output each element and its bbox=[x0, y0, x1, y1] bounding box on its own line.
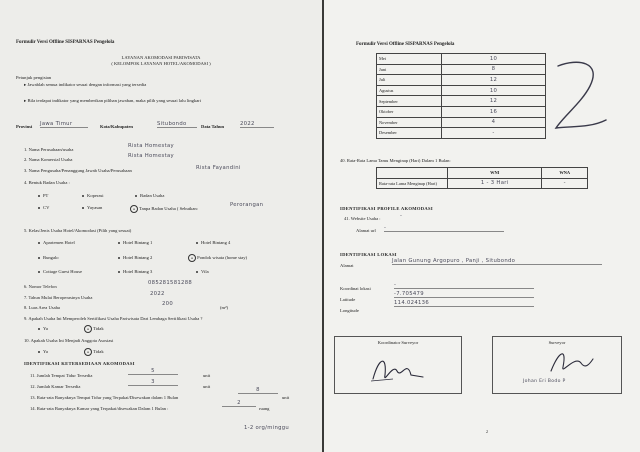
table-row bbox=[377, 117, 546, 128]
option-badan-usaha[interactable]: Badan Usaha bbox=[135, 193, 164, 198]
q9-label: 9. Apakah Usaha Ini Memperoleh Sertifikasi Usaha Pariwisata Dari Lembaga Sertifikasi Usaha ? bbox=[24, 316, 203, 321]
month-value-cell[interactable]: 10 bbox=[442, 54, 546, 65]
option-cv[interactable]: CV bbox=[38, 205, 49, 210]
q6-label: 6. Nomor Telefon bbox=[24, 284, 57, 289]
option-pondok-wisata[interactable]: ● Pondok wisata (home stay) bbox=[188, 254, 247, 262]
q13-label: 13. Rata-rata Banyaknya Tempat Tidur yang Terpakai/Disewakan dalam 1 Bulan bbox=[30, 395, 179, 400]
option-pt[interactable]: PT bbox=[38, 193, 48, 198]
provinsi-field[interactable]: Jawa Timur bbox=[40, 121, 88, 128]
url-field[interactable]: - bbox=[384, 225, 504, 232]
table-row bbox=[377, 178, 588, 189]
q8-unit: (m²) bbox=[220, 305, 229, 310]
q10-option-no[interactable]: ● Tidak bbox=[84, 348, 104, 356]
longitude-label: Longitude bbox=[340, 308, 359, 313]
table-row bbox=[377, 75, 546, 86]
surveyor-signature bbox=[537, 345, 597, 379]
table-row bbox=[377, 85, 546, 96]
header-cell bbox=[377, 168, 448, 179]
row-label-cell: Rata-rata Lama Menginap (Hari) bbox=[377, 178, 448, 189]
instruction-item: ▸ Bila terdapat indikator yang memberikan pilihan jawaban, maka pilih yang sesuai lalu lingkari bbox=[24, 98, 202, 103]
option-hotel-bintang-4[interactable]: Hotel Bintang 4 bbox=[196, 240, 230, 245]
latitude-label: Latitude bbox=[340, 297, 356, 302]
surveyor-signature-box bbox=[492, 336, 622, 394]
month-value-cell[interactable]: 10 bbox=[442, 85, 546, 96]
stay-table bbox=[376, 167, 588, 189]
q12-field[interactable]: 3 bbox=[128, 379, 178, 386]
q4-other-field[interactable]: Perorangan bbox=[230, 202, 264, 208]
coord-field[interactable]: - bbox=[394, 282, 534, 289]
month-cell: November bbox=[377, 117, 442, 128]
month-value-cell[interactable]: 12 bbox=[442, 96, 546, 107]
q8-field[interactable]: 200 bbox=[162, 301, 174, 307]
option-hotel-bintang-3[interactable]: Hotel Bintang 3 bbox=[118, 269, 152, 274]
q10-option-yes[interactable]: Ya bbox=[38, 349, 48, 354]
stay-wna-cell[interactable]: - bbox=[542, 178, 588, 189]
q40-label: 40. Rata-Rata Lama Tamu Menginap (Hari) Dalam 1 Bulan: bbox=[340, 158, 451, 163]
month-cell: Mei bbox=[377, 54, 442, 65]
q1-field[interactable]: Rista Homestay bbox=[128, 143, 174, 149]
q11-field[interactable]: 5 bbox=[128, 368, 178, 375]
month-cell: Agustus bbox=[377, 85, 442, 96]
q5-label: 5. Kelas/Jenis Usaha Hotel/Akomodasi (Pilih yang sesuai) bbox=[24, 228, 132, 233]
monthly-table bbox=[376, 53, 546, 139]
q2-label: 2. Nama Komersial Usaha bbox=[24, 157, 73, 162]
q3-label: 3. Nama Pengusaha/Penanggung Jawab Usaha/Perusahaan bbox=[24, 168, 132, 173]
q7-field[interactable]: 2022 bbox=[150, 291, 165, 297]
latitude-field[interactable]: -7.705479 bbox=[394, 291, 534, 298]
q14-label: 14. Rata-rata Banyaknya Kamar yang Terpakai/disewakan Dalam 1 Bulan : bbox=[30, 406, 169, 411]
instruction-item: ▸ Jawablah semua indikator sesuai dengan informasi yang tersedia bbox=[24, 82, 147, 87]
month-value-cell[interactable]: 8 bbox=[442, 64, 546, 75]
q14-field[interactable]: 2 bbox=[222, 400, 256, 407]
table-row bbox=[377, 106, 546, 117]
coord-label: Koordinat lokasi bbox=[340, 286, 371, 291]
table-row bbox=[377, 54, 546, 65]
option-koperasi[interactable]: Koperasi bbox=[82, 193, 104, 198]
selected-circle-icon: ● bbox=[188, 254, 196, 262]
selected-circle-icon: ● bbox=[84, 325, 92, 333]
selected-circle-icon: ● bbox=[130, 205, 138, 213]
selected-circle-icon: ● bbox=[84, 348, 92, 356]
website-field[interactable]: - bbox=[400, 213, 403, 219]
table-row bbox=[377, 128, 546, 139]
option-bungalo[interactable]: Bungalo bbox=[38, 255, 59, 260]
kabupaten-field[interactable]: Situbondo bbox=[157, 121, 197, 128]
surveyor-label: Surveyor bbox=[548, 340, 566, 345]
table-row bbox=[377, 64, 546, 75]
month-cell: September bbox=[377, 96, 442, 107]
q7-label: 7. Tahun Mulai Beroperasinya Usaha bbox=[24, 295, 93, 300]
header-cell: WNA bbox=[542, 168, 588, 179]
surveyor-name: Johan Eri Bodo P bbox=[523, 379, 566, 384]
option-cottage[interactable]: Cottage Guest House bbox=[38, 269, 82, 274]
option-apartemen-hotel[interactable]: Apartemen Hotel bbox=[38, 240, 75, 245]
q11-label: 11. Jumlah Tempat Tidur Tersedia bbox=[30, 373, 93, 378]
option-hotel-bintang-2[interactable]: Hotel Bintang 2 bbox=[118, 255, 152, 260]
q13-unit: unit bbox=[282, 395, 290, 400]
q8-label: 8. Luas Area Usaha bbox=[24, 305, 60, 310]
q41-label: 41. Website Usaha : bbox=[344, 216, 381, 221]
page-mark: 2 bbox=[486, 429, 488, 434]
option-hotel-bintang-1[interactable]: Hotel Bintang 1 bbox=[118, 240, 152, 245]
instructions-title: Petunjuk pengisian bbox=[16, 75, 52, 80]
profile-title: IDENTIFIKASI PROFILE AKOMODASI bbox=[340, 206, 433, 211]
q12-unit: unit bbox=[203, 384, 211, 389]
location-title: IDENTIFIKASI LOKASI bbox=[340, 252, 397, 257]
q11-unit: unit bbox=[203, 373, 211, 378]
section-title: IDENTIFIKASI KETERSEDIAAN AKOMODASI bbox=[24, 361, 135, 366]
provinsi-label: Provinsi bbox=[16, 124, 33, 129]
stay-wni-cell[interactable]: 1 - 3 Hari bbox=[448, 178, 542, 189]
q14-unit: ruang bbox=[259, 406, 270, 411]
option-yayasan[interactable]: Yayasan bbox=[82, 205, 102, 210]
address-label: Alamat bbox=[340, 263, 354, 268]
month-cell: Juli bbox=[377, 75, 442, 86]
q9-option-no[interactable]: ● Tidak bbox=[84, 325, 104, 333]
q13-field[interactable]: 8 bbox=[238, 387, 278, 394]
month-value-cell[interactable]: 4 bbox=[442, 117, 546, 128]
table-row bbox=[377, 168, 588, 179]
header-cell: WNI bbox=[448, 168, 542, 179]
q4-label: 4. Bentuk Badan Usaha : bbox=[24, 180, 70, 185]
kabupaten-label: Kota/Kabupaten bbox=[100, 124, 133, 129]
option-vila[interactable]: Vila bbox=[196, 269, 209, 274]
month-cell: Juni bbox=[377, 64, 442, 75]
month-value-cell[interactable]: 12 bbox=[442, 75, 546, 86]
month-value-cell[interactable]: 16 bbox=[442, 106, 546, 117]
form-page-right bbox=[324, 0, 640, 452]
month-value-cell[interactable]: - bbox=[442, 128, 546, 139]
table-row bbox=[377, 96, 546, 107]
tahun-field[interactable]: 2022 bbox=[240, 121, 274, 128]
q9-option-yes[interactable]: Ya bbox=[38, 326, 48, 331]
heading-sub: ( KELOMPOK LAYANAN HOTEL/AKOMODASI ) bbox=[111, 61, 211, 66]
q2-field[interactable]: Rista Homestay bbox=[128, 153, 174, 159]
coordinator-signature-box bbox=[334, 336, 462, 394]
month-cell: Desember bbox=[377, 128, 442, 139]
q1-label: 1. Nama Perusahaan/usaha bbox=[24, 147, 74, 152]
handwritten-mark bbox=[550, 56, 612, 136]
q6-field[interactable]: 085281581288 bbox=[148, 280, 193, 286]
address-field[interactable]: Jalan Gunung Argopuro , Panji , Situbondo bbox=[392, 258, 602, 265]
form-title: Formulir Versi Offline SISPARNAS Pengelola bbox=[356, 42, 455, 47]
longitude-field[interactable]: 114.024136 bbox=[394, 300, 534, 307]
coordinator-signature bbox=[363, 349, 433, 389]
option-tanpa-badan-usaha[interactable]: ● Tanpa Badan Usaha ( Sebutkan: bbox=[130, 205, 198, 213]
url-label: Alamat url bbox=[356, 228, 376, 233]
q3-field[interactable]: Rista Fayandini bbox=[196, 165, 241, 171]
q10-label: 10. Apakah Usaha Ini Menjadi Anggota Asosiasi bbox=[24, 338, 114, 343]
tahun-label: Data Tahun bbox=[201, 124, 225, 129]
form-title: Formulir Versi Offline SISPARNAS Pengelola bbox=[16, 40, 115, 45]
month-cell: Oktober bbox=[377, 106, 442, 117]
q12-label: 12. Jumlah Kamar Tersedia bbox=[30, 384, 81, 389]
footer-note: 1-2 org/minggu bbox=[244, 425, 290, 431]
coordinator-label: Koordinator Surveyor bbox=[377, 340, 419, 345]
heading-main: LAYANAN AKOMODASI PARIWISATA bbox=[121, 55, 201, 60]
